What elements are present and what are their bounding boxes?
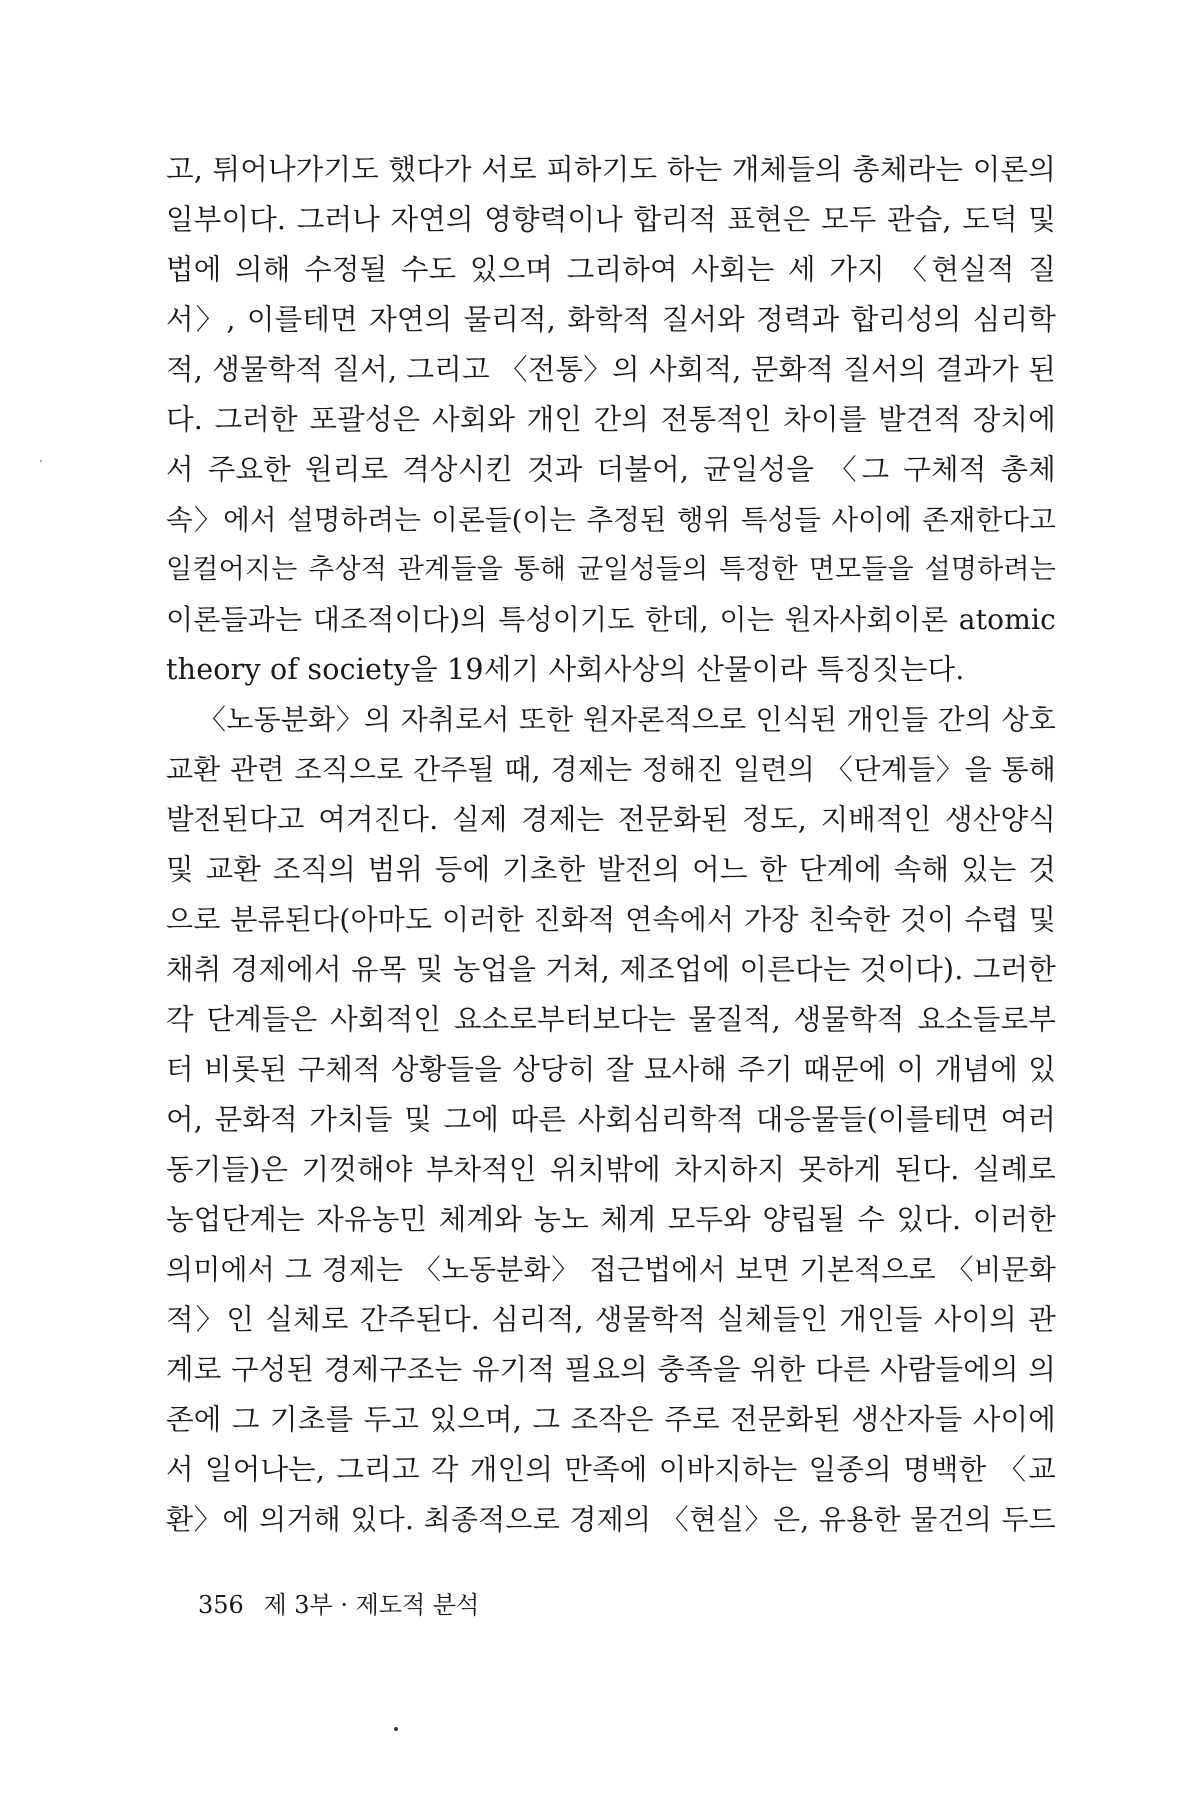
text-line: 의미에서 그 경제는 〈노동분화〉 접근법에서 보면 기본적으로 〈비문화 — [166, 1253, 1056, 1286]
text-line: 속〉에서 설명하려는 이론들(이는 추정된 행위 특성들 사이에 존재한다고 — [166, 504, 1056, 536]
text-line: 고, 튀어나가기도 했다가 서로 피하기도 하는 개체들의 총체라는 이론의 — [166, 153, 1056, 186]
text-line: 으로 분류된다(아마도 이러한 진화적 연속에서 가장 친숙한 것이 수렵 및 — [166, 903, 1056, 936]
body-text — [166, 145, 1056, 1545]
scan-speck-decoration — [394, 1727, 398, 1731]
text-line: 이론들과는 대조적이다)의 특성이기도 한데, 이는 원자사회이론 atomic — [166, 603, 1056, 636]
text-line: 및 교환 조직의 범위 등에 기초한 발전의 어느 한 단계에 속해 있는 것 — [166, 853, 1056, 886]
text-line: 채취 경제에서 유목 및 농업을 거쳐, 제조업에 이른다는 것이다). 그러한 — [166, 953, 1056, 986]
text-line: 교환 관련 조직으로 간주될 때, 경제는 정해진 일련의 〈단계들〉을 통해 — [166, 753, 1056, 786]
text-line: 다. 그러한 포괄성은 사회와 개인 간의 전통적인 차이를 발견적 장치에 — [166, 403, 1056, 436]
text-line: 어, 문화적 가치들 및 그에 따른 사회심리학적 대응물들(이를테면 여러 — [166, 1103, 1056, 1136]
scan-speck-decoration — [40, 460, 42, 462]
paragraph-end-line: theory of society을 19세기 사회사상의 산물이라 특징짓는다. — [166, 653, 965, 686]
text-line: 서〉, 이를테면 자연의 물리적, 화학적 질서와 정력과 합리성의 심리학 — [166, 303, 1056, 336]
text-line: 일컬어지는 추상적 관계들을 통해 균일성들의 특정한 면모들을 설명하려는 — [166, 554, 1056, 585]
text-line: 농업단계는 자유농민 체계와 농노 체계 모두와 양립될 수 있다. 이러한 — [166, 1203, 1056, 1236]
text-line: 서 주요한 원리로 격상시킨 것과 더불어, 균일성을 〈그 구체적 총체 — [166, 453, 1056, 486]
text-line: 환〉에 의거해 있다. 최종적으로 경제의 〈현실〉은, 유용한 물건의 두드 — [166, 1503, 1056, 1536]
text-line: 계로 구성된 경제구조는 유기적 필요의 충족을 위한 다른 사람들에의 의 — [166, 1353, 1056, 1386]
text-line: 동기들)은 기껏해야 부차적인 위치밖에 차지하지 못하게 된다. 실례로 — [166, 1153, 1056, 1186]
text-line: 일부이다. 그러나 자연의 영향력이나 합리적 표현은 모두 관습, 도덕 및 — [166, 203, 1056, 236]
text-line: 각 단계들은 사회적인 요소로부터보다는 물질적, 생물학적 요소들로부 — [166, 1003, 1056, 1036]
text-line: 존에 그 기초를 두고 있으며, 그 조작은 주로 전문화된 생산자들 사이에 — [166, 1403, 1056, 1436]
text-line: 터 비롯된 구체적 상황들을 상당히 잘 묘사해 주기 때문에 이 개념에 있 — [166, 1053, 1056, 1086]
text-line: 발전된다고 여겨진다. 실제 경제는 전문화된 정도, 지배적인 생산양식 — [166, 803, 1056, 836]
text-line: 적〉인 실체로 간주된다. 심리적, 생물학적 실체들인 개인들 사이의 관 — [166, 1303, 1056, 1336]
running-footer-section: 제 3부 · 제도적 분석 — [263, 1591, 480, 1619]
text-line: 법에 의해 수정될 수도 있으며 그리하여 사회는 세 가지 〈현실적 질 — [166, 253, 1056, 286]
page-footer — [198, 1590, 479, 1620]
page-number: 356 — [198, 1591, 244, 1619]
text-line: 적, 생물학적 질서, 그리고 〈전통〉의 사회적, 문화적 질서의 결과가 된 — [166, 353, 1056, 386]
text-line: 서 일어나는, 그리고 각 개인의 만족에 이바지하는 일종의 명백한 〈교 — [166, 1453, 1056, 1486]
paragraph-start-line: 〈노동분화〉의 자취로서 또한 원자론적으로 인식된 개인들 간의 상호 — [198, 703, 1056, 736]
